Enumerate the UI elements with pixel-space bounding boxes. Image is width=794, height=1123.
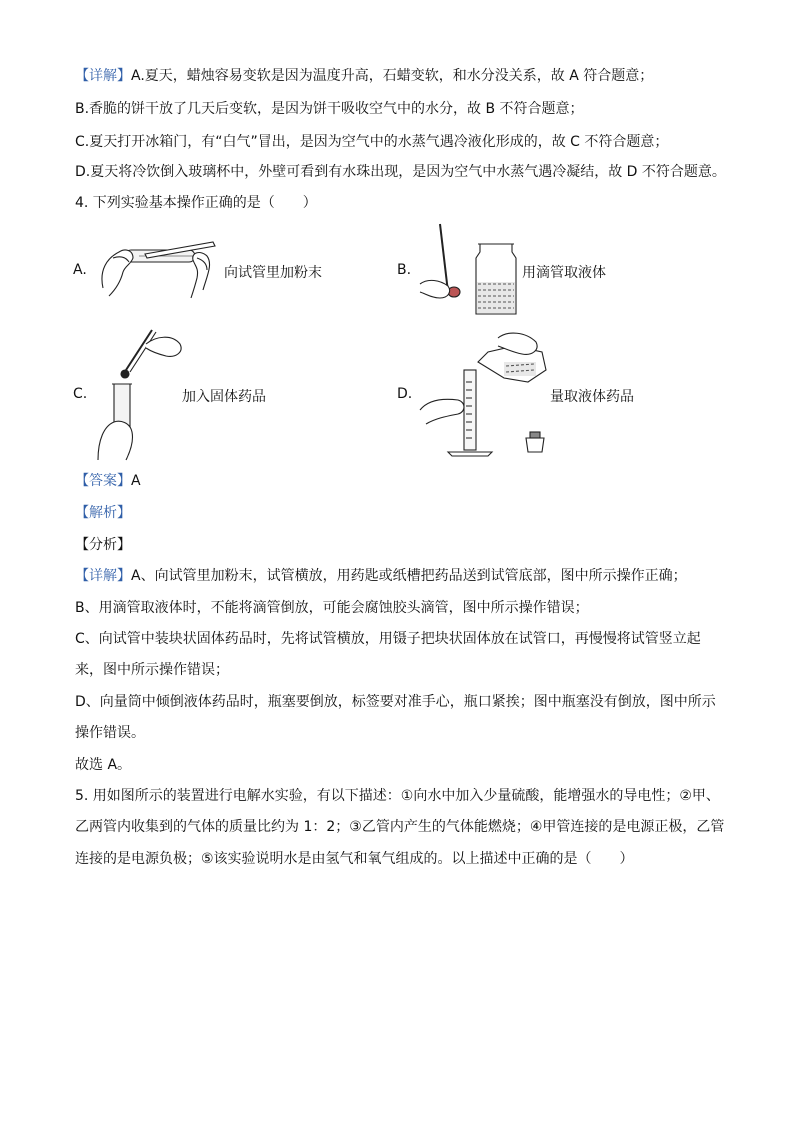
option-c-caption: 加入固体药品 [182, 389, 266, 405]
detail-text-2a: A、向试管里加粉末，试管横放，用药匙或纸槽把药品送到试管底部，图中所示操作正确； [131, 568, 687, 584]
detail-line-c: C.夏天打开冰箱门，有“白气”冒出，是因为空气中的水蒸气遇冷液化形成的，故 C 不符合题意； [75, 134, 669, 150]
option-d-caption: 量取液体药品 [550, 389, 634, 405]
option-a-letter: A. [73, 262, 87, 278]
option-d-letter: D. [397, 386, 413, 402]
detail-label-2: 【详解】 [75, 568, 131, 584]
question-5-line-1: 5. 用如图所示的装置进行电解水实验，有以下描述：①向水中加入少量硫酸，能增强水的导电性；②甲、 [75, 788, 720, 804]
answer-line [75, 471, 141, 491]
detail-line-a [75, 66, 653, 86]
answer-label: 【答案】 [75, 473, 131, 489]
option-c-illustration [96, 322, 186, 462]
option-b-illustration [418, 222, 518, 317]
detail-line-2b: B、用滴管取液体时，不能将滴管倒放，可能会腐蚀胶头滴管，图中所示操作错误； [75, 600, 589, 616]
question-5-line-2: 乙两管内收集到的气体的质量比约为 1：2；③乙管内产生的气体能燃烧；④甲管连接的是电源正极，乙管 [75, 819, 725, 835]
fenxi-label: 【分析】 [75, 537, 131, 553]
detail-label: 【详解】 [75, 68, 131, 84]
option-d-illustration [418, 328, 558, 460]
option-c-letter: C. [73, 386, 88, 402]
option-b-caption: 用滴管取液体 [522, 265, 606, 281]
analysis-label: 【解析】 [75, 505, 131, 521]
detail-line-2c: C、向试管中装块状固体药品时，先将试管横放，用镊子把块状固体放在试管口，再慢慢将试管竖立起 [75, 631, 701, 647]
question-4: 4. 下列实验基本操作正确的是（ ） [75, 195, 317, 211]
option-a-illustration [95, 228, 220, 300]
detail-line-2d: D、向量筒中倾倒液体药品时，瓶塞要倒放，标签要对准手心，瓶口紧挨；图中瓶塞没有倒放，图中所示 [75, 694, 716, 710]
detail-line-d: D.夏天将冷饮倒入玻璃杯中，外壁可看到有水珠出现，是因为空气中水蒸气遇冷凝结，故 D 不符合题意。 [75, 164, 726, 180]
option-a-caption: 向试管里加粉末 [224, 265, 322, 281]
choose-line: 故选 A。 [75, 757, 132, 773]
answer-value: A [131, 473, 141, 489]
detail-line-b: B.香脆的饼干放了几天后变软，是因为饼干吸收空气中的水分，故 B 不符合题意； [75, 101, 584, 117]
question-5-line-3: 连接的是电源负极；⑤该实验说明水是由氢气和氧气组成的。以上描述中正确的是（ ） [75, 851, 634, 867]
detail-line-2c-cont: 来，图中所示操作错误； [75, 662, 229, 678]
detail-line-2a [75, 566, 687, 586]
detail-line-2d-cont: 操作错误。 [75, 725, 145, 741]
option-b-letter: B. [397, 262, 412, 278]
detail-text-a: A.夏天，蜡烛容易变软是因为温度升高，石蜡变软，和水分没关系，故 A 符合题意； [131, 68, 654, 84]
